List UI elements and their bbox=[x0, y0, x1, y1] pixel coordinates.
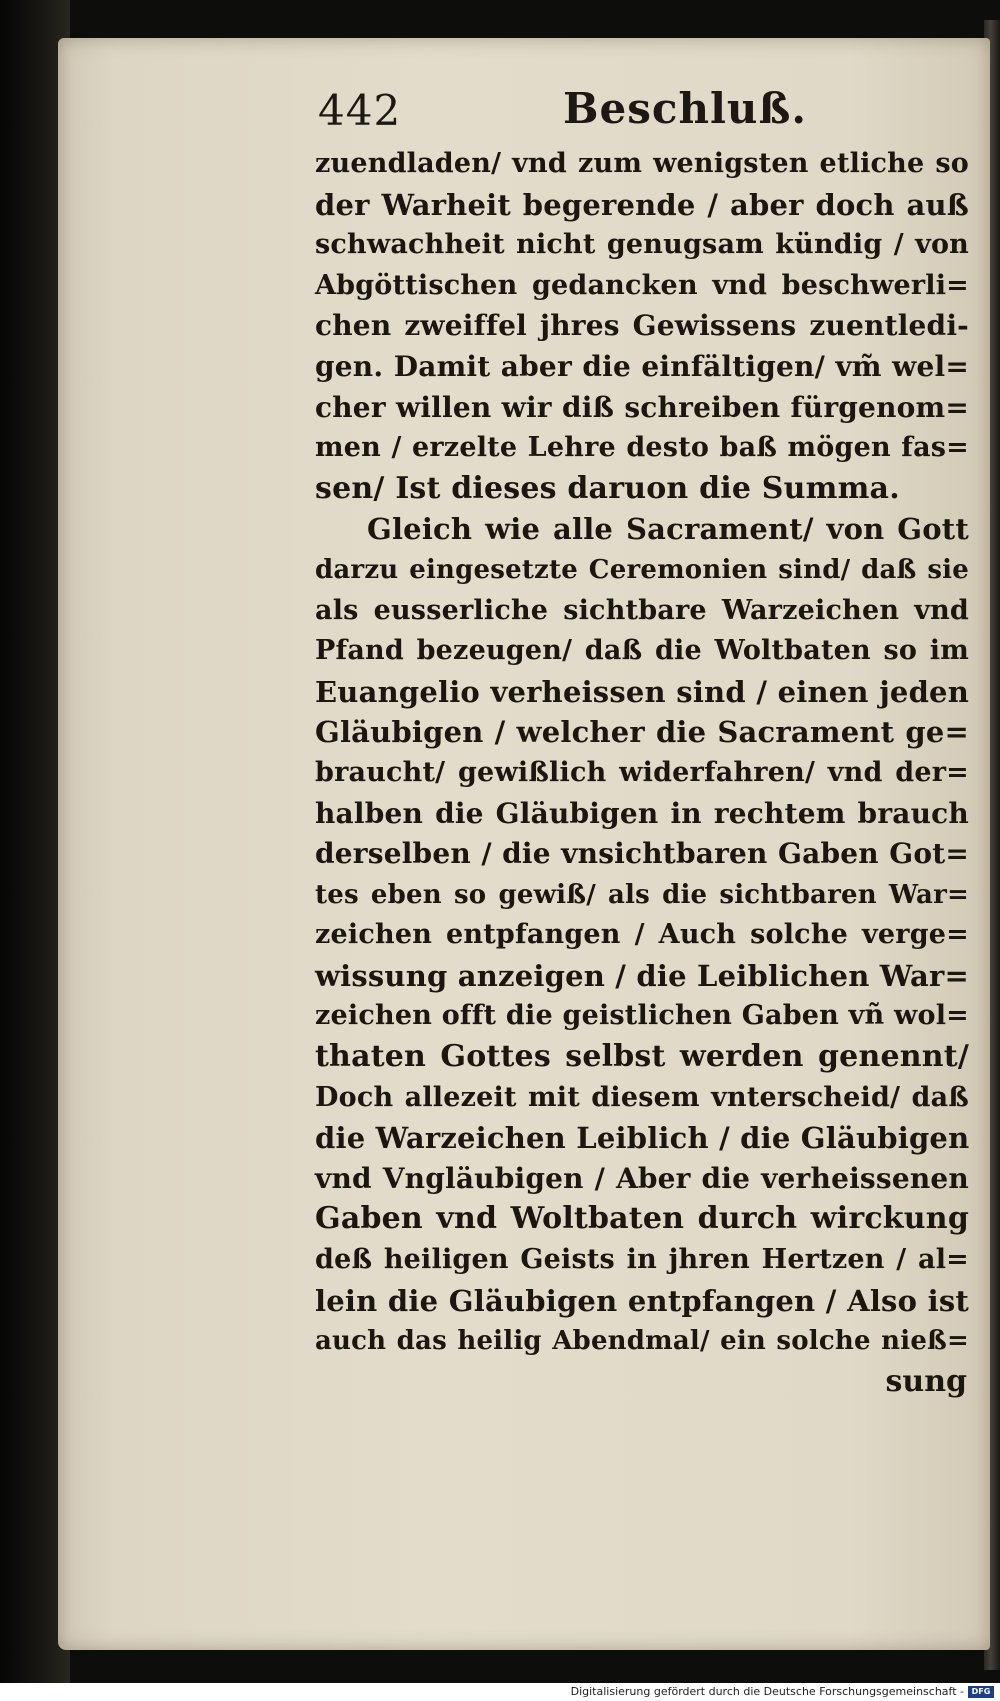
digitization-footer bbox=[0, 1683, 1000, 1701]
text-line: sen/ Ist dieses daruon die Summa. bbox=[315, 470, 900, 506]
text-line: lein die Gläubigen entpfangen / Also ist bbox=[315, 1283, 969, 1318]
text-line: zuendladen/ vnd zum wenigsten etliche so bbox=[315, 148, 969, 179]
text-line: chen zweiffel jhres Gewissens zuentledi- bbox=[315, 309, 969, 343]
text-line: deß heiligen Geists in jhren Hertzen / al= bbox=[315, 1244, 969, 1276]
text-line: Abgöttischen gedancken vnd beschwerli= bbox=[315, 269, 969, 301]
text-line: schwachheit nicht genugsam kündig / von bbox=[315, 229, 969, 261]
text-line: gen. Damit aber die einfältigen/ vm̃ wel= bbox=[315, 349, 969, 383]
text-line: Euangelio verheissen sind / einen jeden bbox=[315, 674, 969, 709]
text-line: thaten Gottes selbst werden genennt/ bbox=[315, 1039, 969, 1075]
text-line: tes eben so gewiß/ als die sichtbaren War= bbox=[315, 879, 969, 910]
dfg-logo: DFG bbox=[968, 1686, 994, 1698]
text-line: vnd Vngläubigen / Aber die verheissenen bbox=[315, 1161, 969, 1195]
text-line: die Warzeichen Leiblich / die Gläubigen bbox=[315, 1121, 970, 1156]
text-line: wissung anzeigen / die Leiblichen War= bbox=[315, 958, 969, 993]
text-line: als eusserliche sichtbare Warzeichen vnd bbox=[315, 594, 969, 626]
text-line: Doch allezeit mit diesem vnterscheid/ daß bbox=[315, 1081, 969, 1113]
running-head-title: Beschluß. bbox=[563, 84, 807, 133]
text-line: der Warheit begerende / aber doch auß bbox=[315, 187, 969, 222]
text-line: Gaben vnd Woltbaten durch wirckung bbox=[315, 1201, 969, 1237]
page-number: 442 bbox=[318, 86, 402, 135]
text-line: cher willen wir diß schreiben fürgenom= bbox=[315, 390, 969, 424]
catchword: sung bbox=[885, 1363, 967, 1399]
text-line: zeichen entpfangen / Auch solche verge= bbox=[315, 919, 969, 951]
text-line: Gleich wie alle Sacrament/ von Gott bbox=[367, 512, 969, 547]
text-line: Pfand bezeugen/ daß die Woltbaten so im bbox=[315, 635, 969, 667]
footer-credit: Digitalisierung gefördert durch die Deutsche Forschungsgemeinschaft - bbox=[570, 1685, 964, 1698]
text-line: darzu eingesetzte Ceremonien sind/ daß sie bbox=[315, 554, 969, 585]
text-line: auch das heilig Abendmal/ ein solche nieß= bbox=[315, 1326, 969, 1357]
text-line: Gläubigen / welcher die Sacrament ge= bbox=[315, 715, 969, 750]
text-line: halben die Gläubigen in rechtem brauch bbox=[315, 796, 969, 830]
text-block bbox=[315, 144, 969, 1402]
text-line: braucht/ gewißlich widerfahren/ vnd der= bbox=[315, 756, 969, 788]
text-line: derselben / die vnsichtbaren Gaben Got= bbox=[315, 837, 969, 871]
text-line: men / erzelte Lehre desto baß mögen fas= bbox=[315, 432, 969, 464]
running-head bbox=[318, 84, 807, 142]
text-line: zeichen offt die geistlichen Gaben vñ wol= bbox=[315, 1000, 969, 1032]
